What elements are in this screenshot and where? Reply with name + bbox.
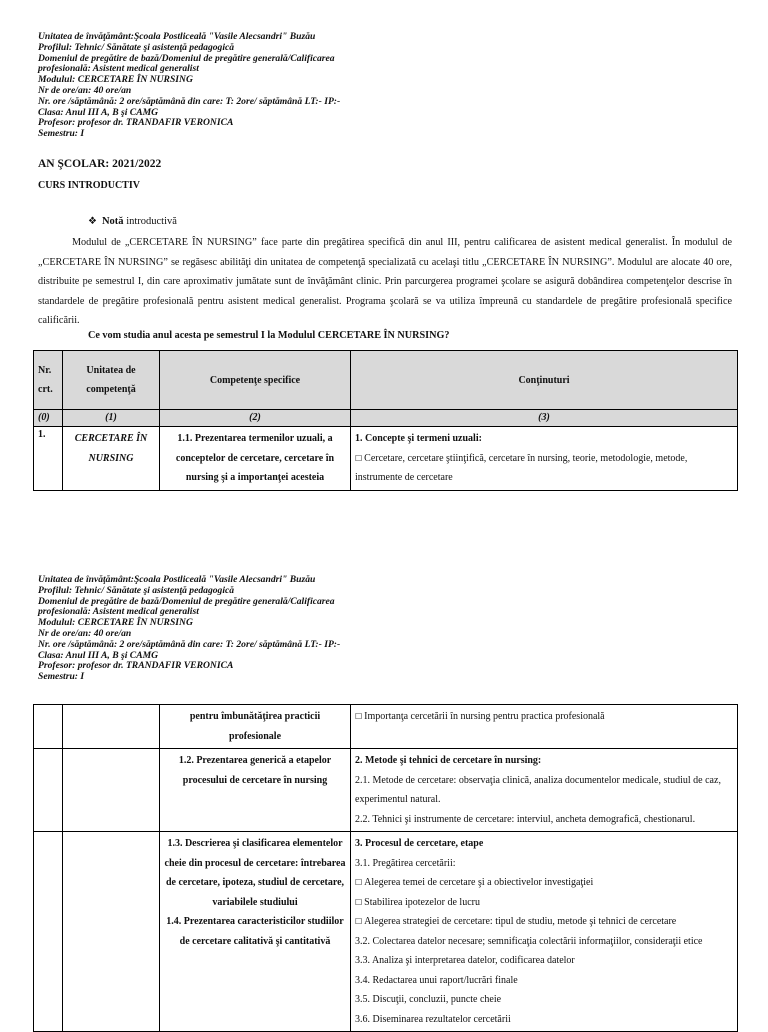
contents-line: 3.3. Analiza şi interpretarea datelor, codificarea datelor [355, 955, 575, 966]
header-line: Nr de ore/an: 40 ore/an [38, 84, 132, 96]
row-nr [34, 832, 63, 1032]
index-cell: (3) [351, 410, 738, 427]
document-header [38, 575, 368, 683]
question-heading: Ce vom studia anul acesta pe semestrul I la Modulul CERCETARE ÎN NURSING? [88, 330, 450, 341]
header-line: Clasa: Anul III A, B şi CAMG [38, 106, 159, 118]
competence-item: 1.3. Descrierea şi clasificarea elementelor cheie din procesul de cercetare: întrebarea de cercetare, ipoteza, studiul de cercetare, variabilele studiului [164, 838, 346, 908]
note-heading-rest: introductivă [126, 216, 177, 227]
header-line: Domeniul de pregătire de bază/Domeniul de pregătire generală/Calificarea [38, 52, 335, 64]
table-index-row [34, 410, 738, 427]
row-unit [63, 832, 160, 1032]
document-header [38, 32, 368, 140]
table-row [34, 427, 738, 491]
table-row [34, 832, 738, 1032]
contents-line: 3.2. Colectarea datelor necesare; semnificaţia colectării informaţiilor, consideraţii etice [355, 935, 703, 947]
index-cell: (2) [160, 410, 351, 427]
contents-title: 3. Procesul de cercetare, etape [355, 838, 484, 849]
document-page-1 [0, 0, 768, 500]
row-unit: CERCETARE ÎN NURSING [63, 427, 160, 491]
row-contents [351, 749, 738, 832]
checkbox-icon: ☐ [355, 897, 363, 907]
row-competence: 1.2. Prezentarea generică a etapelor procesului de cercetare în nursing [160, 749, 351, 832]
header-line: Profesor: profesor dr. TRANDAFIR VERONICA [38, 117, 234, 129]
header-line: Modulul: CERCETARE ÎN NURSING [38, 74, 193, 86]
header-line: Nr. ore /săptămână: 2 ore/săptămână din care: T: 2ore/ săptămână LT:- IP:- [38, 638, 341, 650]
contents-title: 1. Concepte şi termeni uzuali: [355, 433, 482, 444]
checkbox-icon: ☐ [355, 917, 363, 926]
header-line: profesională: Asistent medical generalist [38, 63, 199, 75]
header-line: Profilul: Tehnic/ Sănătate şi asistenţă pedagogică [38, 41, 235, 53]
contents-item: ☐ Alegerea strategiei de cercetare: tipul de studiu, metode şi tehnici de cercetare [355, 916, 677, 927]
note-heading-bold: Notă [101, 216, 124, 227]
contents-line: 2.2. Tehnici şi instrumente de cercetare: interviul, ancheta demografică, chestionarul. [355, 813, 696, 825]
contents-line: 3.4. Redactarea unui raport/lucrări finale [355, 974, 518, 986]
row-contents: ☐ Importanţa cercetării în nursing pentru practica profesională [351, 705, 738, 749]
header-line: Nr. ore /săptămână: 2 ore/săptămână din care: T: 2ore/ săptămână LT:- IP:- [38, 95, 341, 107]
note-heading [88, 216, 177, 227]
checkbox-icon: ☐ [355, 712, 363, 721]
row-unit [63, 705, 160, 749]
header-contents: Conţinuturi [351, 351, 738, 410]
row-competence: pentru îmbunătăţirea practicii profesionale [160, 705, 351, 749]
curriculum-table [33, 350, 738, 491]
header-line: Profesor: profesor dr. TRANDAFIR VERONICA [38, 660, 234, 672]
row-competence: 1.1. Prezentarea termenilor uzuali, a conceptelor de cercetare, cercetare în nursing şi a importanţei acesteia [160, 427, 351, 491]
curriculum-table-continued [33, 704, 738, 1032]
header-line: Semestru: I [38, 128, 85, 140]
header-line: Unitatea de învăţământ:Şcoala Postliceală "Vasile Alecsandri" Buzău [38, 31, 316, 42]
contents-subtitle: 3.1. Pregătirea cercetării: [355, 857, 456, 869]
header-line: Unitatea de învăţământ:Şcoala Postliceală "Vasile Alecsandri" Buzău [38, 574, 316, 585]
contents-line: 2.1. Metode de cercetare: observaţia clinică, analiza documentelor medicale, studiul de caz, experimentul natural. [355, 774, 721, 805]
contents-item: ☐ Alegerea temei de cercetare şi a obiectivelor investigaţiei [355, 877, 594, 888]
header-nr: Nr. crt. [34, 351, 63, 410]
index-cell: (1) [63, 410, 160, 427]
checkbox-icon: ☐ [355, 453, 363, 463]
intro-paragraph: Modulul de „CERCETARE ÎN NURSING” face parte din pregătirea specifică din anul III, pentru calificarea de asistent medical generalist. În modulul de „CERCETARE ÎN NURSING” se regăsesc abilităţi din unitatea de competenţă specializată cu acelaşi titlu „CERCETARE ÎN NURSING”. Modulul are alocate 40 ore, distribuite pe semestrul I, din care aproximativ jumătate sunt de învăţământ clinic. Prin parcurgerea programei şcolare se asigură dobândirea competenţelor descrise în standardele de pregătire profesională pentru asistent medical generalist. Programa şcolară se va utiliza împreună cu standardele de pregătire profesională specifice calificării. [38, 237, 732, 326]
header-line: profesională: Asistent medical generalist [38, 606, 199, 618]
header-line: Profilul: Tehnic/ Sănătate şi asistenţă pedagogică [38, 584, 235, 596]
contents-line: 3.5. Discuţii, concluzii, puncte cheie [355, 994, 502, 1005]
contents-item: ☐ Cercetare, cercetare ştiinţifică, cercetare în nursing, teorie, metodologie, metode, instrumente de cercetare [355, 452, 688, 483]
contents-title: 2. Metode şi tehnici de cercetare în nursing: [355, 755, 542, 766]
row-nr [34, 749, 63, 832]
table-row [34, 705, 738, 749]
index-cell: (0) [34, 410, 63, 427]
row-nr: 1. [34, 427, 63, 491]
row-nr [34, 705, 63, 749]
header-line: Clasa: Anul III A, B şi CAMG [38, 649, 159, 661]
school-year-heading: AN ŞCOLAR: 2021/2022 [38, 158, 162, 170]
header-competences: Competenţe specifice [160, 351, 351, 410]
header-line: Domeniul de pregătire de bază/Domeniul de pregătire generală/Calificarea [38, 595, 335, 607]
header-line: Semestru: I [38, 671, 85, 683]
document-page-2 [0, 540, 768, 1024]
header-unit: Unitatea de competenţă [63, 351, 160, 410]
diamond-bullet-icon: ❖ [88, 216, 97, 227]
contents-item: ☐ Stabilirea ipotezelor de lucru [355, 896, 480, 908]
row-competence [160, 832, 351, 1032]
table-header-row [34, 351, 738, 410]
contents-line: 3.6. Diseminarea rezultatelor cercetării [355, 1013, 511, 1025]
header-line: Nr de ore/an: 40 ore/an [38, 627, 132, 639]
row-unit [63, 749, 160, 832]
table-row [34, 749, 738, 832]
competence-item: 1.4. Prezentarea caracteristicilor studiilor de cercetare calitativă şi cantitativă [166, 916, 344, 947]
row-contents [351, 427, 738, 491]
header-line: Modulul: CERCETARE ÎN NURSING [38, 617, 193, 629]
row-contents [351, 832, 738, 1032]
checkbox-icon: ☐ [355, 878, 363, 887]
course-heading: CURS INTRODUCTIV [38, 180, 140, 191]
